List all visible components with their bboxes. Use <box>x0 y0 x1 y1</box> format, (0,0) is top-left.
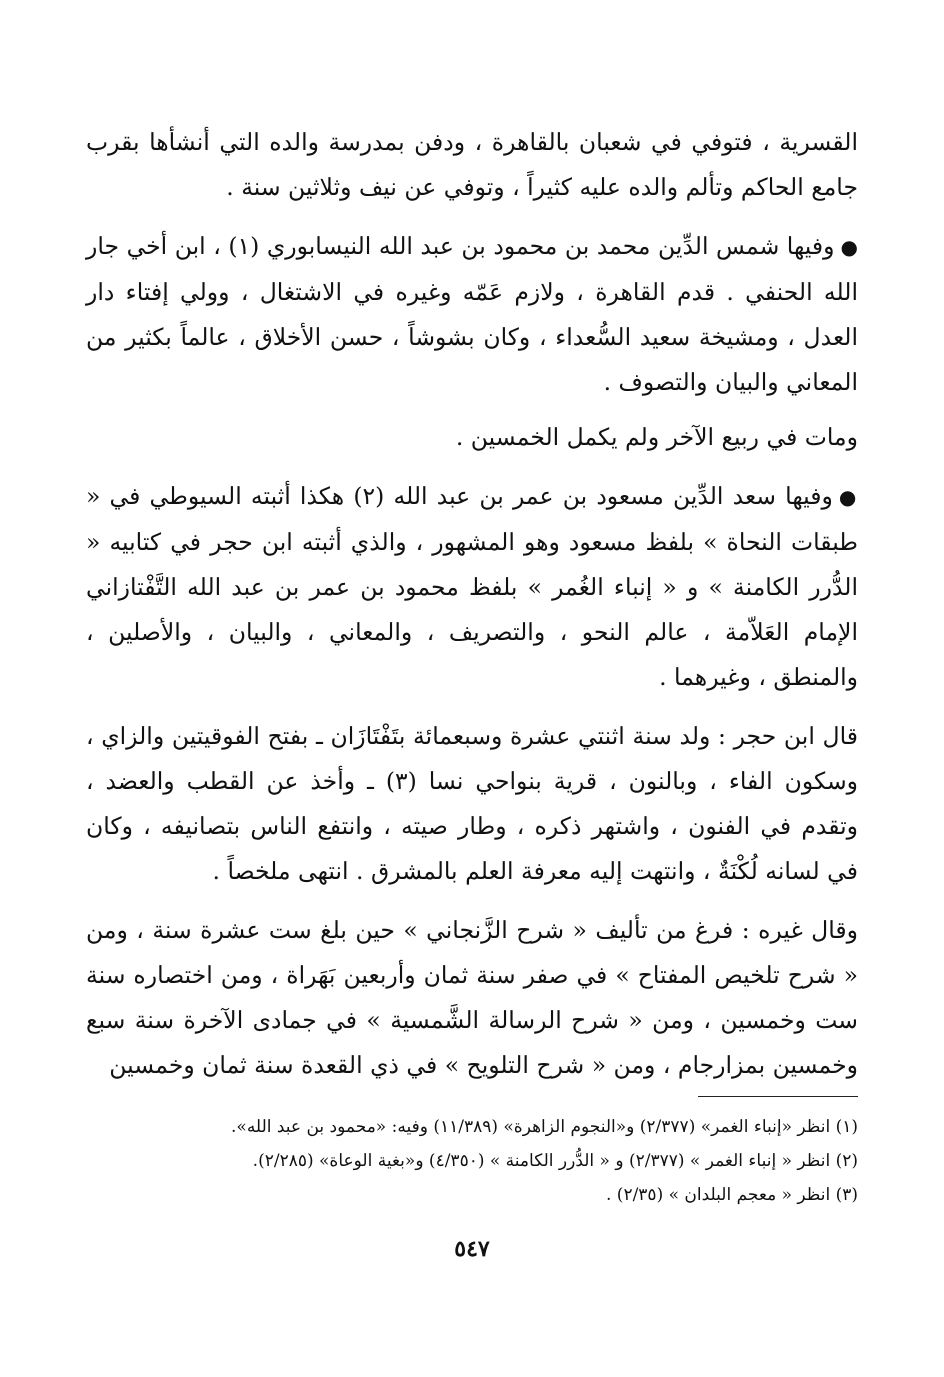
paragraph-6-text: وقال غيره : فرغ من تأليف « شرح الزَّنجاني » حين بلغ ست عشرة سنة ، ومن « شرح تلخيص المفتاح » في صفر سنة ثمان وأربعين بَهَراة ، ومن اختصاره سنة ست وخمسين ، ومن « شرح الرسالة الشَّمسية » في جمادى الآخرة سنة سبع وخمسين بمزارجام ، ومن « شرح التلويح » في ذي القعدة سنة ثمان وخمسين <box>86 916 858 1079</box>
paragraph-1 <box>86 120 858 210</box>
paragraph-6 <box>86 908 858 1088</box>
footnote-3: (٣) انظر « معجم البلدان » (٢/٣٥) . <box>605 1185 858 1205</box>
footnote-1: (١) انظر «إنباء الغمر» (٢/٣٧٧) و«النجوم الزاهرة» (١١/٣٨٩) وفيه: «محمود بن عبد الله». <box>231 1117 858 1137</box>
footnote-divider <box>698 1096 858 1097</box>
bullet-icon: ● <box>840 235 859 259</box>
bullet-icon: ● <box>838 485 859 509</box>
footnote-2: (٢) انظر « إنباء الغمر » (٢/٣٧٧) و « الدُّرر الكامنة » (٤/٣٥٠) و«بغية الوعاة» (٢/٢٨٥). <box>252 1151 858 1171</box>
paragraph-3-text: ومات في ربيع الآخر ولم يكمل الخمسين . <box>455 423 858 451</box>
page-number: ٥٤٧ <box>454 1236 490 1262</box>
paragraph-2 <box>86 224 858 405</box>
paragraph-5 <box>86 714 858 894</box>
paragraph-4-text: وفيها سعد الدِّين مسعود بن عمر بن عبد الله (٢) هكذا أثبته السيوطي في « طبقات النحاة » بلفظ مسعود وهو المشهور ، والذي أثبته ابن حجر في كتابيه « الدُّرر الكامنة » و « إنباء الغُمر » بلفظ محمود بن عمر بن عبد الله التَّفْتازاني الإمام العَلاّمة ، عالم النحو ، والتصريف ، والمعاني ، والبيان ، والأصلين ، والمنطق ، وغيرهما . <box>86 482 858 691</box>
footnotes <box>86 1110 858 1212</box>
paragraph-4 <box>86 474 858 700</box>
paragraph-1-text: القسرية ، فتوفي في شعبان بالقاهرة ، ودفن بمدرسة والده التي أنشأها بقرب جامع الحاكم وتألم والده عليه كثيراً ، وتوفي عن نيف وثلاثين سنة . <box>86 128 858 201</box>
paragraph-5-text: قال ابن حجر : ولد سنة اثنتي عشرة وسبعمائة بتَفْتَازَان ـ بفتح الفوقيتين والزاي ، وسكون الفاء ، وبالنون ، قرية بنواحي نسا (٣) ـ وأخذ عن القطب والعضد ، وتقدم في الفنون ، واشتهر ذكره ، وطار صيته ، وانتفع الناس بتصانيفه ، وكان في لسانه لُكْنَةٌ ، وانتهت إليه معرفة العلم بالمشرق . انتهى ملخصاً . <box>86 722 858 885</box>
paragraph-3 <box>86 415 858 460</box>
paragraph-2-text: وفيها شمس الدِّين محمد بن محمود بن عبد الله النيسابوري (١) ، ابن أخي جار الله الحنفي . قدم القاهرة ، ولازم عَمّه وغيره في الاشتغال ، وولي إفتاء دار العدل ، ومشيخة سعيد السُّعداء ، وكان بشوشاً ، حسن الأخلاق ، عالماً بكثير من المعاني والبيان والتصوف . <box>86 232 858 396</box>
main-text <box>86 120 858 1102</box>
